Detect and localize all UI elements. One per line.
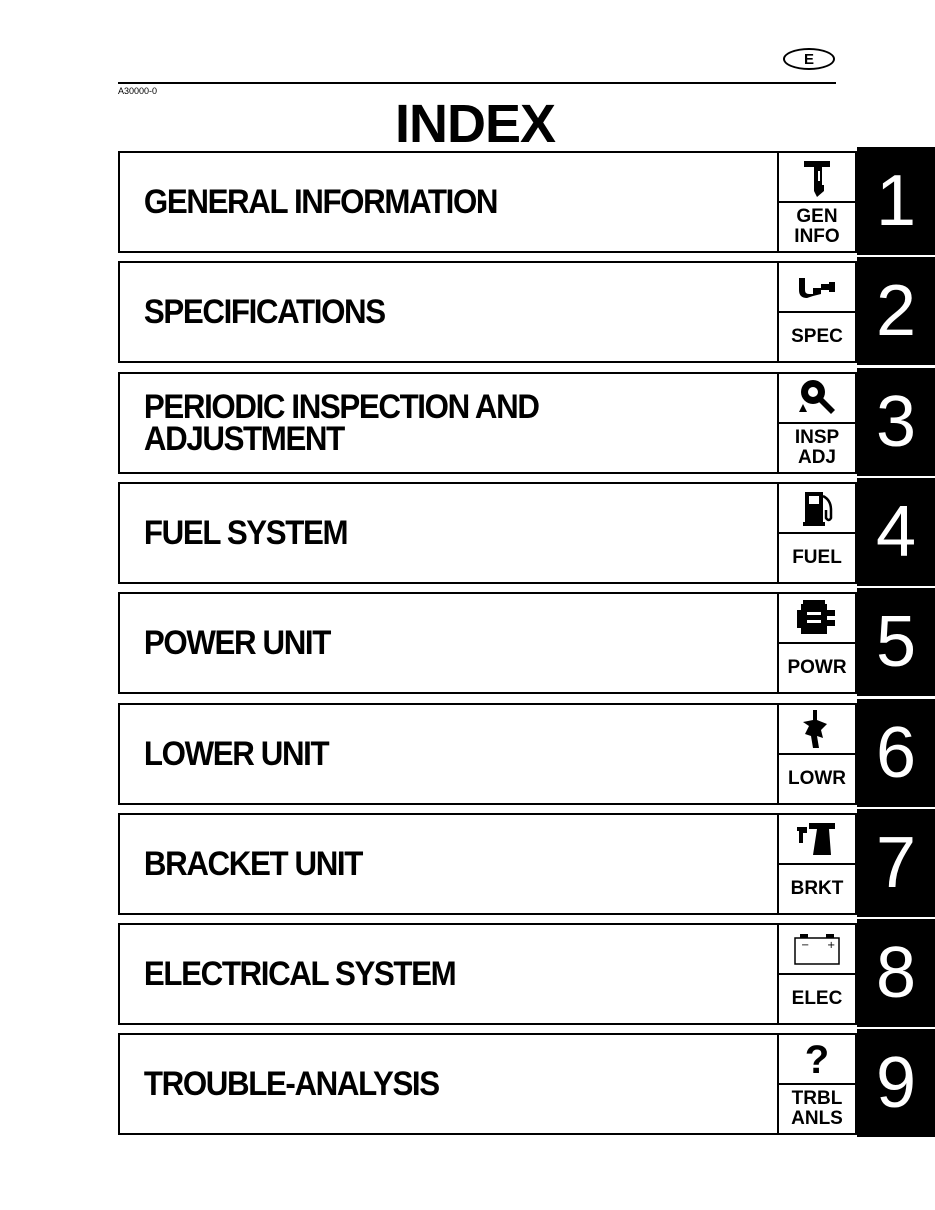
page-title: INDEX bbox=[394, 94, 556, 154]
chapter-abbreviation bbox=[779, 975, 855, 1023]
svg-text:+: + bbox=[827, 940, 836, 951]
chapter-title bbox=[120, 735, 329, 773]
chapter-title-line: ADJUSTMENT bbox=[143, 420, 344, 458]
chapter-abbreviation bbox=[779, 203, 855, 251]
chapter-tab bbox=[777, 151, 857, 253]
chapter-title-line: LOWER UNIT bbox=[143, 735, 329, 773]
chapter-number-tab: 3 bbox=[857, 368, 935, 476]
chapter-tab bbox=[777, 592, 857, 694]
chapter-tab bbox=[777, 703, 857, 805]
chapter-tab bbox=[777, 482, 857, 584]
engine-block-icon bbox=[779, 594, 855, 644]
chapter-abbreviation bbox=[779, 755, 855, 803]
chapter-abbreviation bbox=[779, 1085, 855, 1133]
svg-text:−: − bbox=[801, 940, 810, 951]
wrench-nut-icon bbox=[779, 374, 855, 424]
chapter-9[interactable] bbox=[118, 1033, 935, 1137]
caliper-gauge-icon bbox=[779, 263, 855, 313]
chapter-title-line: PERIODIC INSPECTION AND bbox=[143, 388, 539, 426]
chapter-8[interactable] bbox=[118, 923, 935, 1027]
chapter-abbreviation-line: BRKT bbox=[790, 878, 844, 899]
chapter-title bbox=[120, 514, 348, 552]
chapter-number-tab: 7 bbox=[857, 809, 935, 917]
chapter-title-box bbox=[118, 592, 777, 694]
chapter-1[interactable] bbox=[118, 151, 935, 255]
chapter-title-box bbox=[118, 813, 777, 915]
chapter-abbreviation-line: INFO bbox=[794, 226, 840, 247]
chapter-abbreviation bbox=[779, 534, 855, 582]
top-rule bbox=[118, 82, 836, 84]
question-mark-icon bbox=[779, 1035, 855, 1085]
chapter-tab bbox=[777, 261, 857, 363]
chapter-title-box bbox=[118, 703, 777, 805]
chapter-abbreviation-line: ELEC bbox=[791, 988, 843, 1009]
bracket-icon bbox=[779, 815, 855, 865]
chapter-title-line: GENERAL INFORMATION bbox=[143, 183, 498, 221]
chapter-2[interactable] bbox=[118, 261, 935, 365]
chapter-number-tab: 1 bbox=[857, 147, 935, 255]
chapter-abbreviation-line: POWR bbox=[787, 657, 847, 678]
chapter-title-box bbox=[118, 482, 777, 584]
chapter-title bbox=[120, 955, 456, 993]
language-badge bbox=[783, 48, 835, 70]
chapter-title bbox=[120, 1065, 439, 1103]
chapter-7[interactable] bbox=[118, 813, 935, 917]
chapter-title bbox=[120, 624, 330, 662]
chapter-title-line: FUEL SYSTEM bbox=[143, 514, 348, 552]
chapter-number-tab: 9 bbox=[857, 1029, 935, 1137]
chapter-abbreviation bbox=[779, 644, 855, 692]
chapter-title-box bbox=[118, 372, 777, 474]
document-code: A30000-0 bbox=[118, 86, 158, 96]
chapter-abbreviation-line: FUEL bbox=[792, 547, 842, 568]
fuel-pump-icon bbox=[779, 484, 855, 534]
chapter-abbreviation-line: TRBL bbox=[791, 1088, 843, 1109]
chapter-title bbox=[120, 845, 362, 883]
chapter-number-tab: 5 bbox=[857, 588, 935, 696]
chapter-title-box bbox=[118, 1033, 777, 1135]
chapter-abbreviation-line: LOWR bbox=[787, 768, 847, 789]
chapter-number-tab: 8 bbox=[857, 919, 935, 1027]
chapter-abbreviation bbox=[779, 424, 855, 472]
chapter-abbreviation-line: SPEC bbox=[791, 326, 843, 347]
chapter-tab bbox=[777, 372, 857, 474]
chapter-abbreviation-line: ADJ bbox=[797, 447, 836, 468]
battery-icon bbox=[779, 925, 855, 975]
language-badge-label: E bbox=[803, 50, 814, 68]
chapter-number-tab: 4 bbox=[857, 478, 935, 586]
svg-text:?: ? bbox=[804, 1039, 830, 1079]
chapter-title-line: ELECTRICAL SYSTEM bbox=[143, 955, 456, 993]
chapter-title bbox=[120, 183, 498, 221]
chapter-6[interactable] bbox=[118, 703, 935, 807]
chapter-title bbox=[120, 388, 539, 458]
chapter-title-line: BRACKET UNIT bbox=[143, 845, 362, 883]
chapter-title-box bbox=[118, 151, 777, 253]
chapter-title-box bbox=[118, 261, 777, 363]
chapter-title-box bbox=[118, 923, 777, 1025]
chapter-abbreviation-line: INSP bbox=[794, 427, 840, 448]
chapter-number-tab: 6 bbox=[857, 699, 935, 807]
chapter-abbreviation bbox=[779, 865, 855, 913]
chapter-tab bbox=[777, 923, 857, 1025]
chapter-abbreviation bbox=[779, 313, 855, 361]
chapter-4[interactable] bbox=[118, 482, 935, 586]
outboard-motor-icon bbox=[779, 153, 855, 203]
chapter-abbreviation-line: ANLS bbox=[791, 1108, 843, 1129]
chapter-title-line: TROUBLE-ANALYSIS bbox=[143, 1065, 439, 1103]
chapter-title bbox=[120, 293, 385, 331]
chapter-title-line: POWER UNIT bbox=[143, 624, 330, 662]
chapter-tab bbox=[777, 813, 857, 915]
lower-unit-icon bbox=[779, 705, 855, 755]
chapter-5[interactable] bbox=[118, 592, 935, 696]
chapter-abbreviation-line: GEN bbox=[796, 206, 838, 227]
chapter-number-tab: 2 bbox=[857, 257, 935, 365]
chapter-title-line: SPECIFICATIONS bbox=[143, 293, 385, 331]
chapter-tab bbox=[777, 1033, 857, 1135]
chapter-3[interactable] bbox=[118, 372, 935, 476]
